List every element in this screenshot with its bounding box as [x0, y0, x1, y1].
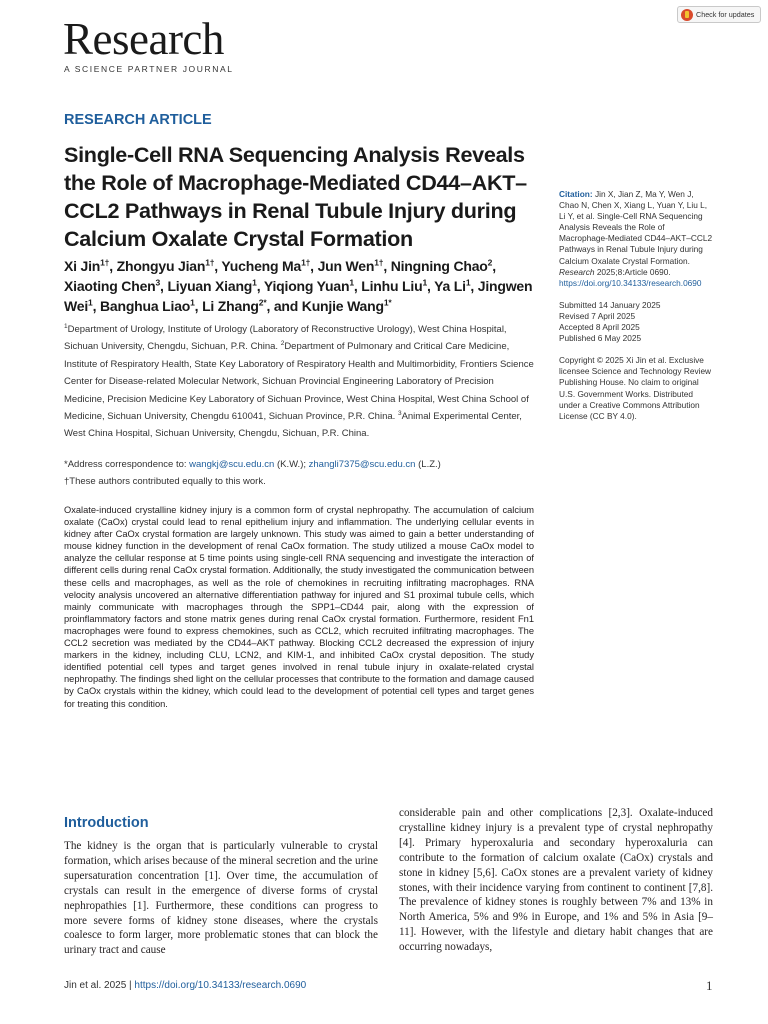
- affiliation-number: 3: [397, 409, 402, 417]
- footer-separator: |: [126, 980, 135, 991]
- author-affiliation-mark: 1: [465, 277, 471, 288]
- author-name: Kunjie Wang: [301, 298, 384, 314]
- author-name: Xiaoting Chen: [64, 278, 156, 294]
- date-accepted: Accepted 8 April 2025: [559, 322, 640, 333]
- body-column-left: The kidney is the organ that is particularly vulnerable to crystal formation, which arises because of the mineral secretion and the urine supersaturation concentration [1]. Over time, the accumulation of crystals can result in the emergence of diverse forms of crystal nephropathies [1]. Furthermore, these conditions can progress to more severe forms of kidney stone diseases, where the crystals coalesce to form larger, more problematic stones that can block the urinary tract and cause: [64, 840, 378, 957]
- journal-logo: Research: [63, 14, 224, 64]
- correspondence-mid: (K.W.);: [274, 459, 309, 470]
- citation-block: [559, 189, 714, 289]
- footer-doi-link[interactable]: https://doi.org/10.34133/research.0690: [134, 980, 307, 991]
- author-affiliation-mark: 1†: [205, 257, 215, 268]
- abstract: Oxalate-induced crystalline kidney injury is a common form of crystal nephropathy. The accumulation of calcium oxalate (CaOx) crystal could lead to renal epithelium injury and inflammation. The underlying cellular events in kidney after CaOx crystal formation are largely unknown. This study was aimed to gain a better understanding of mouse kidney function in the development of renal CaOx formation. The study utilized a mouse CaOx model to analyze the cellular response at 5 time points using single-cell RNA sequencing and investigate the interaction of different cells during renal CaOx crystal formation. Additionally, the study investigated the communication between these cells and macrophages, as well as the role of chemokines in recruiting infiltrating macrophages. RNA velocity analysis uncovered an alternative differentiation pathway for injured and S1 proximal tubule cells, which mainly communicate with macrophages through the SPP1–CD44 pair, along with the expression of proinflammatory factors and stone matrix genes during renal CaOx crystal formation. Furthermore, resident Fn1 macrophages were found to express chemokines, such as CCL2, which recruited infiltrating macrophages. The CCL2 secretion was mediated by the CD44–AKT pathway. Blocking CCL2 decreased the expression of injury markers in the kidney, including CLU, LCN2, and KIM-1, and inhibited CaOx crystal deposition. The study identified potential cell types and target genes involved in renal tubule injury in oxalate-related crystal nephropathy. The findings shed light on the cellular processes that contribute to the formation and damage caused by CaOx crystals within the kidney, which could lead to the development of potential cell types and target genes for treating this condition.: [64, 505, 534, 709]
- affiliation-number: 2: [280, 340, 285, 348]
- date-revised: Revised 7 April 2025: [559, 310, 636, 321]
- author-name: Li Zhang: [202, 298, 259, 314]
- check-for-updates-button[interactable]: [677, 6, 761, 23]
- citation-label: Citation:: [559, 189, 593, 199]
- article-type: RESEARCH ARTICLE: [64, 112, 212, 128]
- citation-doi-link[interactable]: https://doi.org/10.34133/research.0690: [559, 277, 702, 288]
- author-name: Banghua Liao: [99, 298, 191, 314]
- email-link-2[interactable]: zhangli7375@scu.edu.cn: [308, 459, 416, 470]
- email-link-1[interactable]: wangkj@scu.edu.cn: [189, 459, 275, 470]
- author-name: Ningning Chao: [390, 258, 488, 274]
- affiliation-text: Department of Urology, Institute of Urology (Laboratory of Reconstructive Urology), West China Hospital, Sichuan University, Chengdu, Sichuan, P.R. China.: [64, 324, 507, 353]
- author-name: Jun Wen: [317, 258, 375, 274]
- author-affiliation-mark: 1†: [100, 257, 110, 268]
- author-affiliation-mark: 2: [487, 257, 493, 268]
- author-name: Liyuan Xiang: [167, 278, 253, 294]
- citation-journal: Research: [559, 266, 595, 277]
- author-affiliation-mark: 1†: [374, 257, 384, 268]
- author-list: Xi Jin$^{1\dagger}$, Zhongyu Jian$^{1\dagger}$, Yucheng $Ma^{1\dagger}$, Jun Wen$^{1\dagger}$, Ningning Chao$^2$, Xiaoting Chen$^3$, Liyuan Xiang$^1$, Yiqiong Yuan$^1$, Linhu Liu$^1$, Ya Li$^1$, Jingwen Wei$^1$, Banghua Liao$^1$, Li Zhang$^{2*}$, and Kunjie Wang$^{1*}$: [64, 257, 533, 314]
- author-affiliation-mark: 1: [349, 277, 354, 288]
- author-name: Yiqiong Yuan: [263, 278, 350, 294]
- correspondence-suffix: (L.Z.): [415, 459, 441, 470]
- correspondence-prefix: *Address correspondence to:: [64, 459, 190, 470]
- affiliation-text: Department of Pulmonary and Critical Care Medicine, Institute of Respiratory Health, State Key Laboratory of Respiratory Health and Multimorbidity, Frontiers Science Center for Disease-related Molecular Network, Sichuan Provincial Engineering Laboratory of Precision Medicine, Precision Medicine Key Laboratory of Sichuan Province, West China Hospital, West China School of Medicine, Sichuan University, Chengdu 610041, Sichuan Province, P.R. China.: [64, 341, 534, 423]
- citation-text: Jin X, Jian Z, Ma Y, Wen J, Chao N, Chen X, Xiang L, Yuan Y, Liu L, Li Y, et al. Single-Cell RNA Sequencing Analysis Reveals the Role of Macrophage-Mediated CD44–AKT–CCL2 Pathways in Renal Tubule Injury during Calcium Oxalate Crystal Formation.: [559, 189, 713, 266]
- affiliation-number: 1: [64, 322, 68, 330]
- publication-dates: [559, 300, 714, 344]
- copyright-notice: Copyright © 2025 Xi Jin et al. Exclusive licensee Science and Technology Review Publishing House. No claim to original U.S. Government Works. Distributed under a Creative Commons Attribution License (CC BY 4.0).: [559, 355, 712, 421]
- body-column-right: considerable pain and other complications [2,3]. Oxalate-induced crystalline kidney injury is a prevalent type of crystal nephropathy [4]. Primary hyperoxaluria and secondary hyperoxaluria can contribute to the formation of calcium oxalate (CaOx) crystals and stone in kidney [5,6]. CaOx stones are a prevalent variety of kidney stones, with their incidence varying from continent to continent [7,8]. The prevalence of kidney stones is roughly between 7% and 13% in North America, 5% and 9% in Europe, and 1% and 5% in Asia [9–11]. However, with the lifestyle and dietary habit changes that are occurring nowadays,: [399, 807, 713, 954]
- equal-contribution-note: †These authors contributed equally to this work.: [64, 476, 266, 487]
- author-name: Linhu Liu: [361, 278, 423, 294]
- page-number: 1: [706, 978, 713, 993]
- footer-citation-text: Jin et al. 2025: [64, 980, 127, 991]
- footer-citation: [64, 980, 306, 991]
- author-affiliation-mark: 1: [88, 297, 93, 308]
- author-affiliation-mark: 1: [422, 277, 427, 288]
- author-affiliation-mark: 1: [190, 297, 195, 308]
- author-affiliation-mark: 1†: [301, 257, 311, 268]
- date-published: Published 6 May 2025: [559, 333, 642, 344]
- journal-subtitle: A SCIENCE PARTNER JOURNAL: [64, 64, 234, 74]
- sidebar: [559, 189, 714, 433]
- correspondence: [64, 456, 536, 490]
- section-heading-introduction: Introduction: [64, 815, 149, 831]
- author-affiliation-mark: 2*: [258, 297, 267, 308]
- date-submitted: Submitted 14 January 2025: [559, 299, 661, 310]
- citation-details: 2025;8:Article 0690.: [594, 266, 671, 277]
- author-name: Xi Jin: [64, 258, 101, 274]
- author-affiliation-mark: 1: [252, 277, 257, 288]
- author-name: Yucheng Ma: [221, 258, 302, 274]
- article-title: Single-Cell RNA Sequencing Analysis Reveals the Role of Macrophage-Mediated CD44–AKT–CCL2 Pathways in Renal Tubule Injury during Calcium Oxalate Crystal Formation: [64, 142, 527, 251]
- correspondence-line: [64, 456, 536, 473]
- author-affiliation-mark: 3: [155, 277, 161, 288]
- author-name: Ya Li: [434, 278, 466, 294]
- author-name: Jingwen Wei: [64, 278, 533, 314]
- check-for-updates-label: Check for updates: [696, 10, 755, 19]
- crossmark-icon: [681, 9, 693, 21]
- affiliation-text: Animal Experimental Center, West China Hospital, Sichuan University, Chengdu, Sichuan, P.R. China.: [64, 411, 522, 440]
- affiliations: [64, 321, 536, 443]
- author-affiliation-mark: 1*: [383, 297, 392, 308]
- author-name: Zhongyu Jian: [116, 258, 206, 274]
